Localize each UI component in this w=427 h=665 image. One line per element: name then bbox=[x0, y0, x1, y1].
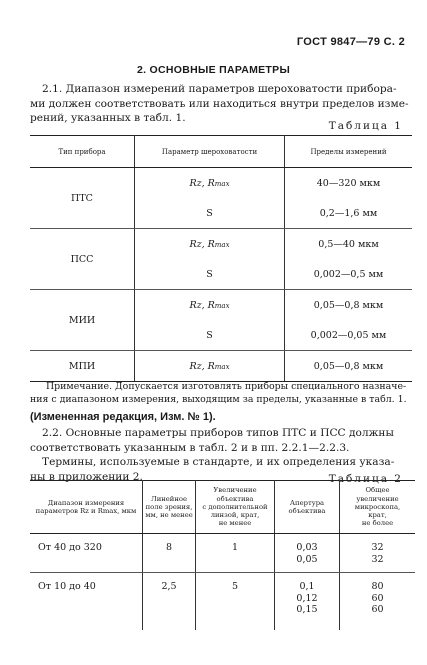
table-row bbox=[30, 290, 412, 321]
aperture-cell: 0,03 0,05 bbox=[275, 534, 340, 573]
param-cell: S bbox=[135, 320, 285, 351]
limit-cell: 0,2—1,6 мм bbox=[285, 198, 413, 229]
text-line: рений, указанных в табл. 1. bbox=[30, 112, 186, 125]
text-line: Термины, используемые в стандарте, и их определения указа- bbox=[42, 456, 395, 469]
text-line: ми должен соответствовать или находиться внутри пределов изме- bbox=[30, 97, 409, 110]
device-type-cell: ПТС bbox=[30, 168, 135, 229]
limit-cell: 0,5—40 мкм bbox=[318, 238, 379, 250]
table-2 bbox=[30, 480, 415, 630]
table-row bbox=[30, 229, 412, 260]
note-line: ния с диапазоном измерения, выходящим за пределы, указанные в табл. 1. bbox=[30, 393, 407, 405]
revision-note: (Измененная редакция, Изм. № 1). bbox=[30, 411, 216, 423]
text-line: соответствовать указанным в табл. 2 и в пп. 2.2.1—2.2.3. bbox=[30, 441, 350, 454]
param-cell: Rz, Rmax bbox=[135, 168, 285, 199]
column-header: Пределы измерений bbox=[285, 136, 413, 168]
aperture-cell: 0,1 0,12 0,15 bbox=[275, 573, 340, 631]
limit-cell: 0,05—0,8 мкм bbox=[285, 351, 413, 382]
text-line: 2.2. Основные параметры приборов типов ПТС и ПСС должны bbox=[42, 427, 394, 439]
table-1 bbox=[30, 135, 412, 382]
table-note bbox=[30, 381, 415, 406]
column-header: Диапазон измерения параметров Rz и Rmax, мкм bbox=[30, 481, 143, 534]
page-header: ГОСТ 9847—79 С. 2 bbox=[296, 36, 405, 48]
range-cell: От 10 до 40 bbox=[30, 573, 143, 631]
param-cell: S bbox=[135, 198, 285, 229]
table2-caption: Таблица 2 bbox=[328, 473, 403, 485]
mag-cell: 1 bbox=[196, 534, 275, 573]
limit-cell: 0,002—0,5 мм bbox=[285, 259, 413, 290]
table-row bbox=[30, 168, 412, 199]
device-type-cell: ПСС bbox=[30, 229, 135, 290]
text-line: 2.1. Диапазон измерений параметров шероховатости прибора- bbox=[42, 83, 397, 95]
param-cell: Rz, Rmax bbox=[135, 290, 285, 321]
section-title: 2. ОСНОВНЫЕ ПАРАМЕТРЫ bbox=[136, 64, 291, 76]
mag-cell: 5 bbox=[196, 573, 275, 631]
device-type-cell: МИИ bbox=[30, 290, 135, 351]
text-line: ны в приложении 2. bbox=[30, 470, 143, 483]
table-row bbox=[30, 351, 412, 382]
limit-cell: 0,002—0,05 мм bbox=[285, 320, 413, 351]
limit-cell: 40—320 мкм bbox=[316, 177, 381, 189]
range-cell: От 40 до 320 bbox=[30, 534, 143, 573]
column-header: Общее увеличение микроскопа, крат, не более bbox=[340, 481, 416, 534]
column-header: Апертура объектива bbox=[275, 481, 340, 534]
table-header-row bbox=[30, 136, 412, 168]
table-row bbox=[30, 534, 415, 573]
param-cell: Rz, Rmax bbox=[135, 229, 285, 260]
note-line: Примечание. Допускается изготовлять приборы специального назначе- bbox=[46, 381, 407, 392]
column-header: Тип прибора bbox=[30, 136, 135, 168]
field-cell: 2,5 bbox=[143, 573, 196, 631]
table1-caption: Таблица 1 bbox=[328, 120, 403, 132]
limit-cell: 0,05—0,8 мкм bbox=[313, 299, 384, 311]
total-cell: 80 60 60 bbox=[371, 581, 384, 615]
param-cell: S bbox=[135, 259, 285, 290]
column-header: Параметр шероховатости bbox=[135, 136, 285, 168]
table-row bbox=[30, 573, 415, 631]
field-cell: 8 bbox=[143, 534, 196, 573]
table-header-row bbox=[30, 481, 415, 534]
column-header: Увеличение объектива с дополнительной линзой, крат, не менее bbox=[196, 481, 275, 534]
total-cell: 32 32 bbox=[340, 534, 416, 573]
device-type-cell: МПИ bbox=[30, 351, 135, 382]
column-header: Линейное поле зрения, мм, не менее bbox=[143, 481, 196, 534]
param-cell: Rz, Rmax bbox=[135, 351, 285, 382]
